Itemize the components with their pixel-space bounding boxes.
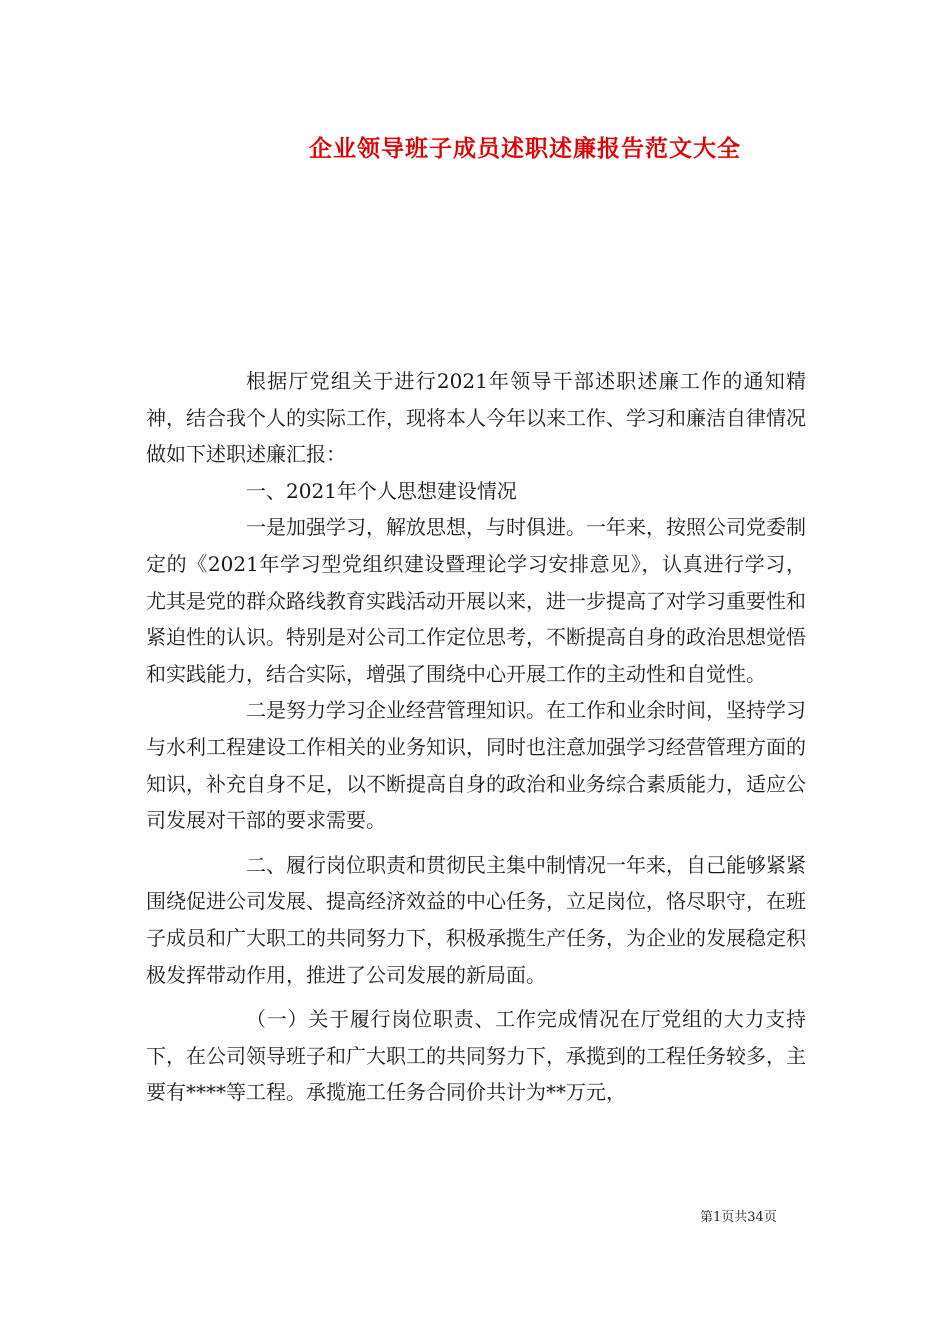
section-heading-1: 一、2021年个人思想建设情况 bbox=[246, 478, 517, 503]
document-body bbox=[146, 363, 806, 1111]
document-title: 企业领导班子成员述职述廉报告范文大全 bbox=[309, 135, 741, 162]
paragraph-intro: 根据厅党组关于进行2021年领导干部述职述廉工作的通知精神，结合我个人的实际工作，现将本人今年以来工作、学习和廉洁自律情况做如下述职述廉汇报： bbox=[146, 369, 806, 467]
paragraph-study: 一是加强学习，解放思想，与时俱进。一年来，按照公司党委制定的《2021年学习型党组织建设暨理论学习安排意见》，认真进行学习，尤其是党的群众路线教育实践活动开展以来，进一步提高了对学习重要性和紧迫性的认识。特别是对公司工作定位思考，不断提高自身的政治思想觉悟和实践能力，结合实际，增强了围绕中心开展工作的主动性和自觉性。 bbox=[146, 515, 806, 686]
page-number: 第1页共34页 bbox=[700, 1210, 777, 1225]
paragraph-management: 二是努力学习企业经营管理知识。在工作和业余时间，坚持学习与水利工程建设工作相关的业务知识，同时也注意加强学习经营管理方面的知识，补充自身不足，以不断提高自身的政治和业务综合素质能力，适应公司发展对干部的要求需要。 bbox=[146, 698, 806, 833]
section-heading-2: 二、履行岗位职责和贯彻民主集中制情况一年来，自己能够紧紧围绕促进公司发展、提高经济效益的中心任务，立足岗位，恪尽职守，在班子成员和广大职工的共同努力下，积极承揽生产任务，为企业的发展稳定积极发挥带动作用，推进了公司发展的新局面。 bbox=[146, 852, 806, 987]
paragraph-duties: （一）关于履行岗位职责、工作完成情况在厅党组的大力支持下，在公司领导班子和广大职工的共同努力下，承揽到的工程任务较多，主要有****等工程。承揽施工任务合同价共计为**万元， bbox=[146, 1007, 806, 1105]
